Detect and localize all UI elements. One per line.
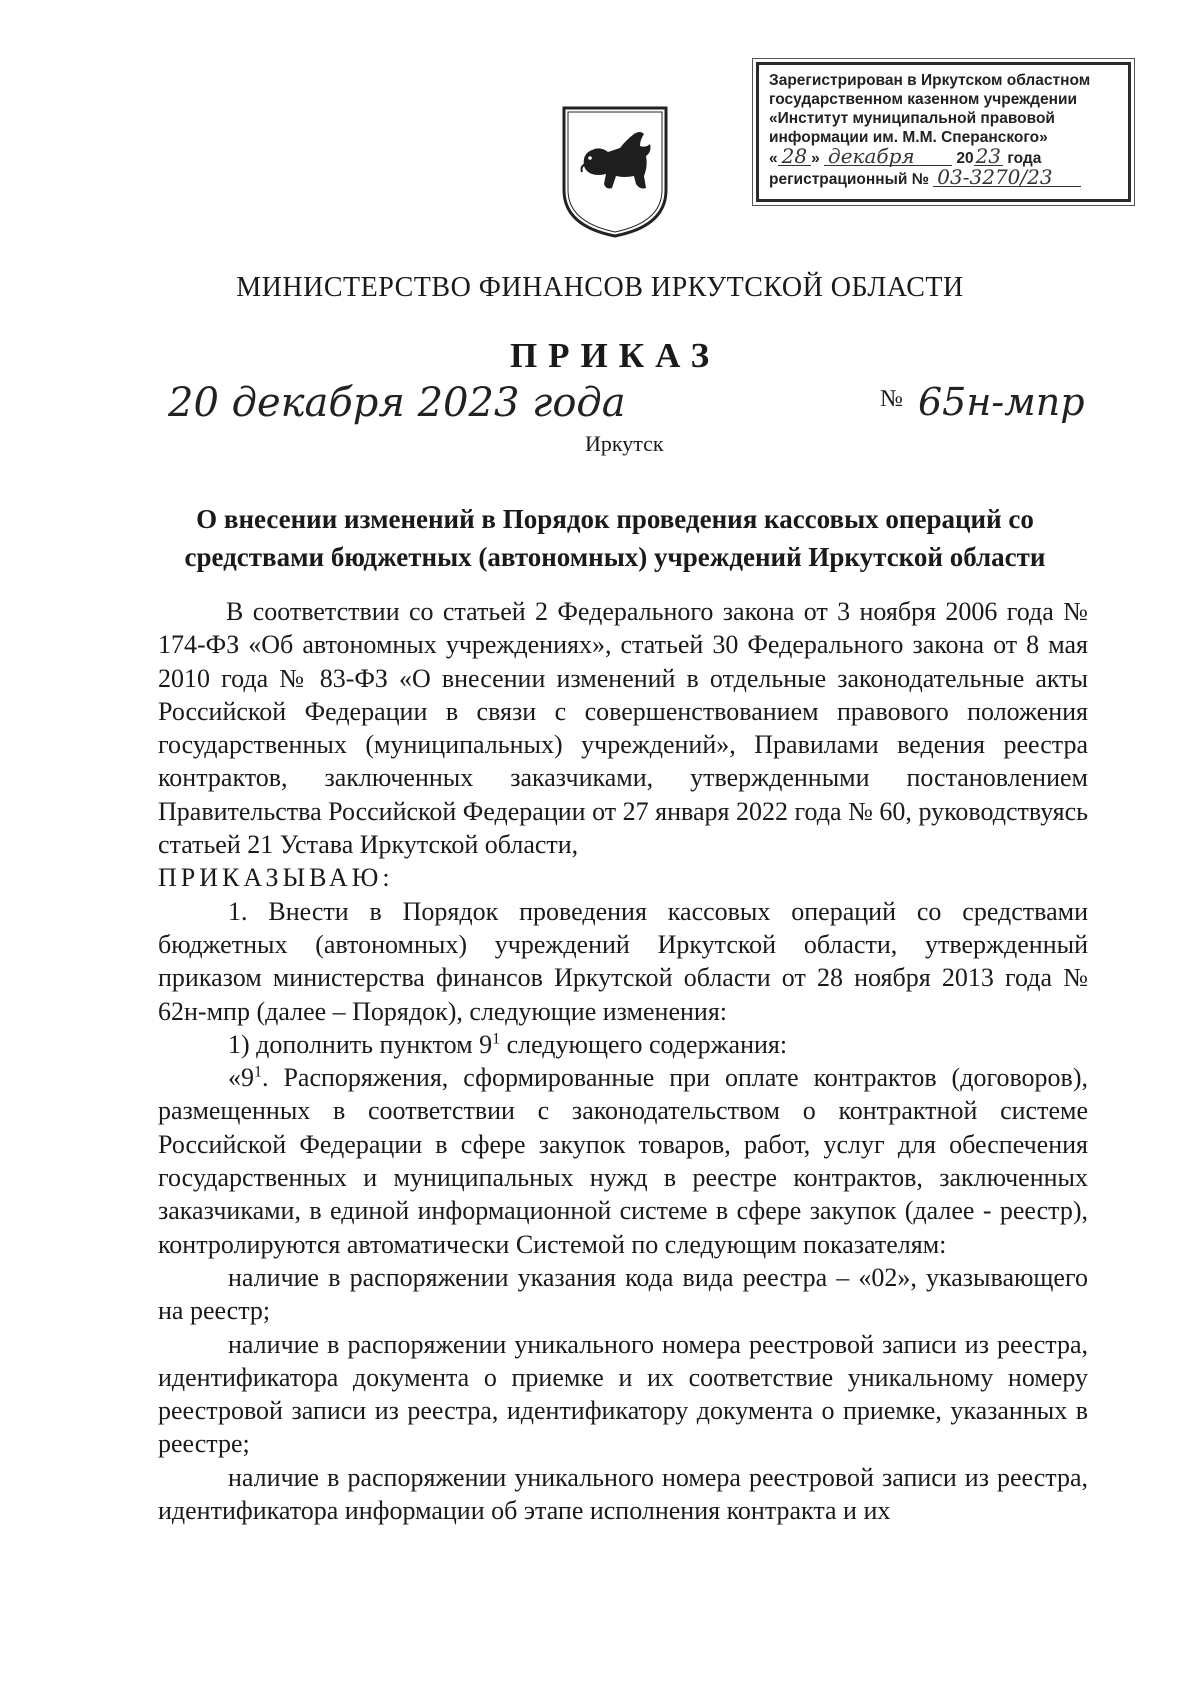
stamp-year-suffix: 23 <box>975 144 1002 168</box>
stamp-year-prefix: 20 <box>956 150 974 167</box>
paragraph-indicator-1: наличие в распоряжении указания кода вида реестра – «02», указывающего на реестр; <box>158 1262 1088 1326</box>
paragraph-item-1-1 <box>158 1028 1088 1061</box>
p4-superscript: 1 <box>254 1063 262 1081</box>
stamp-line-4: информации им. М.М. Сперанского» <box>769 129 1048 146</box>
p4-text-post: . Распоряжения, сформированные при оплате контрактов (договоров), размещенных в соответствии с законодательством о контрактной системе Российской Федерации в сфере закупок товаров, работ, услуг для обеспечения государственных и муниципальных нужд в реестре контрактов, заключенных заказчиками, в единой информационной системе в сфере закупок (далее - реестр), контролируются автоматически Системой по следующим показателям: <box>158 1063 1088 1259</box>
paragraph-preamble: В соответствии со статьей 2 Федерального закона от 3 ноября 2006 года № 174-ФЗ «Об автономных учреждениях», статьей 30 Федерального закона от 8 мая 2010 года № 83-ФЗ «О внесении изменений в отдельные законодательные акты Российской Федерации в связи с совершенствованием правового положения государственных (муниципальных) учреждений», Правилами ведения реестра контрактов, заключенных заказчиками, утвержденными постановлением Правительства Российской Федерации от 27 января 2022 года № 60, руководствуясь статьей 21 Устава Иркутской области, <box>158 597 1088 860</box>
document-body <box>158 595 1088 1527</box>
paragraph-indicator-2: наличие в распоряжении уникального номера реестровой записи из реестра, идентификатора документа о приемке и их соответствие уникальному номеру реестровой записи из реестра, идентификатору документа о приемке, указанных в реестре; <box>158 1329 1088 1459</box>
stamp-reg-number: 03-3270/23 <box>933 168 1081 187</box>
stamp-line-3: «Институт муниципальной правовой <box>769 110 1055 127</box>
stamp-day: 28 <box>778 147 811 166</box>
order-number-label: № <box>880 386 903 412</box>
document-type: ПРИКАЗ <box>509 336 721 375</box>
title-line-2: средствами бюджетных (автономных) учреждений Иркутской области <box>184 542 1046 572</box>
p3-text-post: следующего содержания: <box>500 1029 788 1059</box>
stamp-line-2: государственном казенном учреждении <box>769 91 1078 108</box>
order-number-handwritten: 65н-мпр <box>918 380 1085 424</box>
city-name: Иркутск <box>585 431 664 456</box>
document-title <box>150 500 1080 576</box>
stamp-line-1: Зарегистрирован в Иркутском областном <box>769 72 1091 89</box>
registration-stamp <box>756 62 1131 202</box>
title-line-1: О внесении изменений в Порядок проведения кассовых операций со <box>196 504 1034 534</box>
stamp-reg-line <box>769 165 1120 189</box>
p4-text-pre: «9 <box>228 1063 254 1093</box>
stamp-reg-label: регистрационный № <box>769 171 929 188</box>
stamp-date-line: « 28 » декабря 20 23 года <box>769 144 1042 168</box>
irkutsk-coat-of-arms-icon <box>560 104 670 240</box>
paragraph-point-9-1 <box>158 1061 1088 1261</box>
stamp-year-word: года <box>1007 150 1042 167</box>
stamp-month: декабря <box>824 147 952 166</box>
p3-text-pre: 1) дополнить пунктом 9 <box>228 1029 493 1059</box>
ministry-name: МИНИСТЕРСТВО ФИНАНСОВ ИРКУТСКОЙ ОБЛАСТИ <box>236 272 964 303</box>
order-date-handwritten: 20 декабря 2023 года <box>168 380 626 426</box>
paragraph-orders: ПРИКАЗЫВАЮ: <box>158 863 394 893</box>
paragraph-item-1: 1. Внести в Порядок проведения кассовых операций со средствами бюджетных (автономных) учреждений Иркутской области, утвержденный приказом министерства финансов Иркутской области от 28 ноября 2013 года № 62н-мпр (далее – Порядок), следующие изменения: <box>158 896 1088 1026</box>
paragraph-indicator-3: наличие в распоряжении уникального номера реестровой записи из реестра, идентификатора информации об этапе исполнения контракта и их <box>158 1462 1088 1526</box>
p3-superscript: 1 <box>492 1030 501 1048</box>
